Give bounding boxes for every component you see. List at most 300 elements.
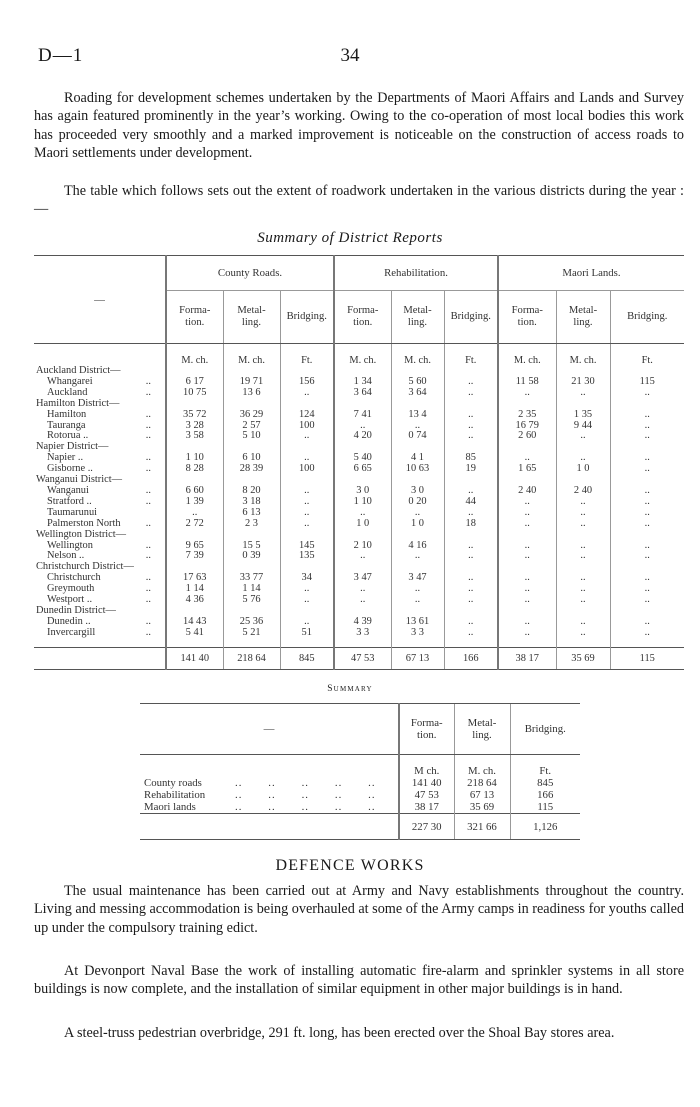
table-cell: 35 72 [166,410,223,421]
subheader-label: Metal- ling. [403,305,432,328]
leader-dots: .. [145,495,151,507]
table-cell: .. [280,584,334,595]
row-label-text: Wellington District— [36,528,127,540]
table-cell: 2 60 [498,431,556,442]
table-cell: 1 34 [334,377,391,388]
subheader-maori-metalling [556,291,610,344]
table-cell: .. [334,595,391,606]
unit-label: Ft. [444,344,498,367]
table-cell: .. [166,508,223,519]
table-cell: 5 41 [166,628,223,639]
row-label-text: Christchurch [47,572,101,584]
summary-header-metalling-label: Metal- ling. [467,717,497,741]
table-cell: 2 72 [166,519,223,530]
table-cell: 3 3 [391,628,444,639]
spacer-cell [34,639,166,648]
table-cell: 145 [280,541,334,552]
table-cell: 6 17 [166,377,223,388]
table-cell: 115 [610,377,684,388]
row-label [34,628,166,639]
table-cell: .. [280,497,334,508]
table-cell: 19 [444,464,498,475]
table-cell: .. [444,617,498,628]
unit-label: M. ch. [391,344,444,367]
table-cell: .. [556,541,610,552]
table-cell: .. [280,508,334,519]
table-cell: .. [556,508,610,519]
table-cell: .. [444,421,498,432]
table-cell: 4 36 [166,595,223,606]
summary-unit-label: M. ch. [454,755,510,778]
table-cell [444,399,498,410]
table-row [34,388,684,399]
table-row [34,431,684,442]
row-label-text: Auckland District— [36,365,121,376]
leader-dots: .. [145,572,151,584]
defence-paragraph-3: A steel-truss pedestrian overbridge, 291 ft. long, has been erected over the Shoal Bay stores area. [64,1025,615,1041]
unit-label: M. ch. [166,344,223,367]
district-group-row [34,399,684,410]
table-cell: 85 [444,453,498,464]
table-cell: .. [444,377,498,388]
table-cell: .. [610,617,684,628]
table-cell [498,530,556,541]
spacer-cell [223,639,280,648]
spacer-cell [610,639,684,648]
units-row [34,344,684,367]
row-label-text: Auckland [47,386,88,398]
page-number: 34 [340,45,360,66]
table-cell: 4 39 [334,617,391,628]
district-group-row [34,530,684,541]
table-cell: .. [444,628,498,639]
table-cell: 9 65 [166,541,223,552]
summary-cell: 218 64 [454,777,510,789]
table-cell: .. [444,595,498,606]
row-label-text: Wanganui [47,484,89,496]
leader-dots: .. [145,517,151,529]
table-cell: .. [444,388,498,399]
summary-row-label-text: Maori lands [144,801,196,813]
table-cell: 2 35 [498,410,556,421]
table-cell: .. [556,628,610,639]
document-reference: D—1 [38,45,84,66]
table-cell: 3 47 [334,573,391,584]
row-label-text: Napier District— [36,441,109,453]
unit-label: M. ch. [498,344,556,367]
table-cell: .. [610,541,684,552]
summary-total-cell: 1,126 [510,814,580,840]
summary-row-label-text: Rehabilitation [144,789,206,801]
summary-header-bridging [510,704,580,755]
summary-cell: 38 17 [399,801,454,814]
row-label-text: Wellington [47,539,93,551]
table-cell: .. [498,595,556,606]
summary-cell: 67 13 [454,789,510,801]
table-cell: 1 0 [334,519,391,530]
table-cell: .. [556,453,610,464]
row-label-text: Nelson .. [47,550,85,562]
row-label-text: Hamilton [47,408,87,420]
table-cell: 0 20 [391,497,444,508]
table-cell [556,399,610,410]
table-cell: 11 58 [498,377,556,388]
table-cell: .. [498,541,556,552]
leader-dots: .. [145,615,151,627]
table-cell: 21 30 [556,377,610,388]
table-cell: .. [498,508,556,519]
summary-row-label [140,789,399,801]
table-cell: 10 63 [391,464,444,475]
subheader-county-formation [166,291,223,344]
table-cell: 3 0 [391,486,444,497]
summary-header-bridging-label: Bridging. [524,723,566,735]
defence-works-heading: DEFENCE WORKS [275,857,425,874]
summary-unit-label: Ft. [510,755,580,778]
table-cell: 5 60 [391,377,444,388]
table-cell: 13 6 [223,388,280,399]
table-cell: .. [610,497,684,508]
subheader-label: Bridging. [286,311,327,322]
table-cell: 16 79 [498,421,556,432]
summary-cell: 166 [510,789,580,801]
leader-dots: .. [145,419,151,431]
table-cell: .. [498,573,556,584]
summary-total-cell: 227 30 [399,814,454,840]
table-cell: .. [556,431,610,442]
total-cell: 845 [280,647,334,669]
subheader-label: Metal- ling. [237,305,266,328]
table-cell [166,530,223,541]
spacer-cell [280,639,334,648]
unit-label: Ft. [610,344,684,367]
table-cell: 2 3 [223,519,280,530]
table-cell: 7 41 [334,410,391,421]
table-cell [391,399,444,410]
summary-cell: 35 69 [454,801,510,814]
leader-dots: .. [145,583,151,595]
table-cell [334,399,391,410]
table-cell [391,530,444,541]
summary-header-metalling [454,704,510,755]
table-cell: .. [334,551,391,562]
leader-dots: .. [145,386,151,398]
table-cell: .. [498,497,556,508]
table-cell: 135 [280,551,334,562]
table-cell: 2 40 [556,486,610,497]
table-row [34,584,684,595]
table-cell: 0 39 [223,551,280,562]
table-cell: 1 10 [334,497,391,508]
table-cell: .. [391,421,444,432]
table-row [34,573,684,584]
table-cell: 44 [444,497,498,508]
table-cell: .. [556,573,610,584]
table-cell: 15 5 [223,541,280,552]
table-cell: .. [610,388,684,399]
table-cell: .. [610,519,684,530]
table-cell: .. [610,573,684,584]
table-cell: .. [280,617,334,628]
table-cell: .. [280,595,334,606]
summary-row-label [140,801,399,814]
row-label-text: Stratford .. [47,495,92,507]
table-cell: .. [498,388,556,399]
subheader-rehab-metalling [391,291,444,344]
district-reports-table [34,255,684,670]
row-label-text: Tauranga [47,419,86,431]
row-label-text: Wanganui District— [36,474,123,486]
table-cell: .. [610,595,684,606]
table-cell: .. [280,486,334,497]
table-cell: .. [391,584,444,595]
table-cell: .. [444,573,498,584]
row-label-text: Rotorua .. [47,430,89,442]
subheader-label: Bridging. [450,311,491,322]
total-cell: 218 64 [223,647,280,669]
table-cell: 5 21 [223,628,280,639]
table-cell: .. [444,551,498,562]
leader-dots: .. [145,452,151,464]
table-cell: 156 [280,377,334,388]
subheader-maori-formation [498,291,556,344]
total-cell: 115 [610,647,684,669]
summary-row-label-text: County roads [144,777,202,789]
table-cell [334,530,391,541]
summary-title: Summary [327,684,373,694]
leader-dots: .. .. .. .. .. [235,777,376,789]
table-cell: 4 20 [334,431,391,442]
table-cell: .. [280,519,334,530]
table-cell: 3 47 [391,573,444,584]
table-cell: .. [556,388,610,399]
total-cell: 141 40 [166,647,223,669]
spacer-row [34,639,684,648]
table-row [34,541,684,552]
table-row [34,497,684,508]
table-cell: .. [391,508,444,519]
table-cell: 5 76 [223,595,280,606]
summary-row [140,801,580,814]
summary-header-formation-label: Forma- tion. [410,717,443,741]
subheader-label: Forma- tion. [511,305,543,328]
table-cell: 6 60 [166,486,223,497]
table-cell: 3 58 [166,431,223,442]
table-cell: .. [610,431,684,442]
table-cell: 1 14 [223,584,280,595]
summary-cell: 845 [510,777,580,789]
table-cell: 18 [444,519,498,530]
subheader-label: Forma- tion. [347,305,379,328]
row-label-text: Westport .. [47,594,93,606]
table-cell: .. [498,519,556,530]
table-cell: 33 77 [223,573,280,584]
summary-blank-header: — [140,704,399,755]
table-cell: .. [556,584,610,595]
table-cell: .. [610,421,684,432]
defence-paragraph-2: At Devonport Naval Base the work of installing automatic fire-alarm and sprinkler systems in all store buildings is now complete, and the installation of similar equipment in other major buildings is in hand. [34,963,684,998]
table-cell: 19 71 [223,377,280,388]
total-cell: 67 13 [391,647,444,669]
table-cell: 3 64 [391,388,444,399]
table-cell: 100 [280,421,334,432]
table-cell: .. [391,551,444,562]
spacer-cell [334,639,391,648]
summary-cell: 115 [510,801,580,814]
row-label-text: Palmerston North [47,517,121,529]
table-cell: 4 1 [391,453,444,464]
table-cell: .. [334,508,391,519]
unit-label: M. ch. [556,344,610,367]
table-cell: 9 44 [556,421,610,432]
summary-row [140,777,580,789]
spacer-cell [391,639,444,648]
subheader-label: Forma- tion. [179,305,211,328]
table-cell: 1 14 [166,584,223,595]
summary-totals-label-cell [140,814,399,840]
table-row [34,519,684,530]
table-cell [498,399,556,410]
table-row [34,464,684,475]
table-cell [280,530,334,541]
table-cell: .. [280,453,334,464]
leader-dots: .. [145,463,151,475]
table-cell: 51 [280,628,334,639]
summary-totals-row [140,814,580,840]
table-cell: .. [498,617,556,628]
table-cell: 5 40 [334,453,391,464]
table-cell: .. [556,497,610,508]
table-cell: .. [610,551,684,562]
table-cell: .. [391,595,444,606]
table-cell: 1 39 [166,497,223,508]
subheader-label: Metal- ling. [568,305,598,328]
table-cell: .. [498,453,556,464]
leader-dots: .. [145,408,151,420]
subheader-county-metalling [223,291,280,344]
summary-row-label [140,777,399,789]
table-cell: 2 40 [498,486,556,497]
summary-cell: 141 40 [399,777,454,789]
table-cell: .. [556,551,610,562]
table-cell: 1 35 [556,410,610,421]
table-row [34,595,684,606]
table-cell: .. [610,628,684,639]
table-cell: .. [610,453,684,464]
row-label-text: Whangarei [47,375,93,387]
table-cell: 2 10 [334,541,391,552]
leader-dots: .. .. .. .. .. [235,789,376,801]
leader-dots: .. [145,375,151,387]
table-cell [444,530,498,541]
row-label-text: Gisborne .. [47,463,93,475]
row-label-text: Dunedin .. [47,615,91,627]
leader-dots: .. [145,550,151,562]
table-cell: 8 28 [166,464,223,475]
row-label-text: Hamilton District— [36,397,120,409]
group-header-county-roads: County Roads. [166,256,334,291]
table-cell: 5 10 [223,431,280,442]
table-cell: .. [498,551,556,562]
leader-dots: .. [145,539,151,551]
subheader-label: Bridging. [627,311,668,322]
table-cell [556,530,610,541]
table-cell [280,399,334,410]
total-cell: 38 17 [498,647,556,669]
table-cell: .. [610,508,684,519]
leader-dots: .. .. .. .. .. [235,801,376,813]
table-cell: 100 [280,464,334,475]
table-cell: .. [280,388,334,399]
subheader-rehab-formation [334,291,391,344]
table-cell: 1 0 [556,464,610,475]
table-cell: .. [556,519,610,530]
subheader-county-bridging [280,291,334,344]
total-cell: 35 69 [556,647,610,669]
table-cell [223,530,280,541]
table-cell: .. [444,410,498,421]
table-cell: 3 64 [334,388,391,399]
units-spacer [34,344,166,367]
spacer-cell [166,639,223,648]
table-cell: 3 0 [334,486,391,497]
unit-label: M. ch. [334,344,391,367]
unit-label: Ft. [280,344,334,367]
defence-paragraph-1: The usual maintenance has been carried out at Army and Navy establishments throughout the country. Living and messing accommodation is being overhauled at some of the Army camps in readiness for youths called up under the compulsory training edict. [34,883,684,936]
leader-dots: .. [145,484,151,496]
table-cell: .. [444,508,498,519]
subheader-rehab-bridging [444,291,498,344]
summary-table [140,703,580,840]
leader-dots: .. [145,430,151,442]
row-label-text: Dunedin District— [36,604,116,616]
group-header-rehabilitation: Rehabilitation. [334,256,498,291]
spacer-cell [556,639,610,648]
table-cell: .. [610,584,684,595]
totals-label-cell [34,647,166,669]
table-cell: .. [610,486,684,497]
summary-header-formation [399,704,454,755]
summary-unit-label: M ch. [399,755,454,778]
table-cell [610,530,684,541]
table-cell: 4 16 [391,541,444,552]
table-cell: 8 20 [223,486,280,497]
group-header-maori-lands: Maori Lands. [498,256,684,291]
summary-row [140,789,580,801]
table-cell: 28 39 [223,464,280,475]
table-title: Summary of District Reports [257,230,443,246]
leader-dots: .. [145,626,151,638]
table-cell: 14 43 [166,617,223,628]
table-cell: 3 28 [166,421,223,432]
table-row [34,410,684,421]
table-cell: 13 4 [391,410,444,421]
table-cell: 36 29 [223,410,280,421]
intro-paragraph-2: The table which follows sets out the extent of roadwork undertaken in the various districts during the year :— [34,183,684,218]
row-label-text: Christchurch District— [36,561,134,573]
table-cell: .. [444,541,498,552]
district-column-header: — [34,256,166,344]
table-cell: 1 0 [391,519,444,530]
total-cell: 47 53 [334,647,391,669]
table-cell: 25 36 [223,617,280,628]
table-cell: 124 [280,410,334,421]
table-cell: 34 [280,573,334,584]
unit-label: M. ch. [223,344,280,367]
summary-units-spacer [140,755,399,778]
summary-total-cell: 321 66 [454,814,510,840]
table-cell [223,399,280,410]
